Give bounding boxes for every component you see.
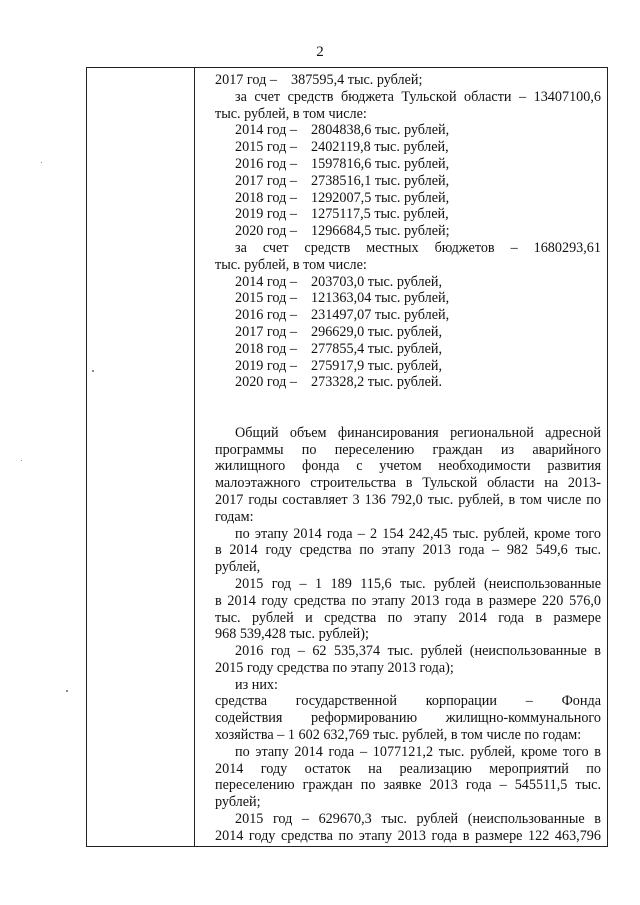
amount-value: 275917,9 тыс. рублей, — [311, 357, 443, 374]
funding-year-row — [215, 139, 601, 156]
amount-value: 1296684,5 тыс. рублей; — [311, 223, 450, 240]
funding-year-row — [215, 307, 601, 324]
year-label: 2017 год – — [235, 172, 297, 189]
text-line: малоэтажного строительства в Тульской области на 2013- — [215, 475, 601, 492]
year-label: 2018 год – — [235, 189, 297, 206]
text-line: тыс. рублей и средства по этапу 2014 года в размере — [215, 609, 601, 626]
year-label: 2019 год – — [235, 206, 297, 223]
paragraph-spacer — [215, 391, 601, 408]
scan-speck — [21, 460, 22, 461]
text-line: содействия реформированию жилищно-коммунального — [215, 710, 601, 727]
funding-year-row — [215, 358, 601, 375]
year-label: 2016 год – — [235, 307, 297, 324]
funding-year-row — [215, 274, 601, 291]
amount-value: 2402119,8 тыс. рублей, — [311, 139, 449, 156]
funding-line-2017 — [215, 72, 601, 89]
funding-year-row — [215, 190, 601, 207]
local-budget-intro-cont: тыс. рублей, в том числе: — [215, 256, 367, 273]
year-label: 2014 год – — [235, 273, 297, 290]
text-line: 2015 году средства по этапу 2013 года); — [215, 659, 454, 676]
text-line: годам: — [215, 508, 254, 525]
text-line: рублей; — [215, 794, 261, 811]
year-label: 2015 год – — [235, 290, 297, 307]
text-line: хозяйства – 1 602 632,769 тыс. рублей, в том числе по годам: — [215, 727, 582, 744]
text-line: рублей, — [215, 559, 261, 576]
text-line: в 2014 году средства по этапу 2013 года в размере 220 576,0 — [215, 592, 601, 609]
year-label: 2017 год – — [215, 72, 277, 88]
text-line: 2015 год – 629670,3 тыс. рублей (неиспользованные в — [235, 811, 601, 828]
text-line: 2017 годы составляет 3 136 792,0 тыс. рублей, в том числе по — [215, 491, 601, 508]
year-label: 2014 год – — [235, 122, 297, 139]
table-left-column — [87, 68, 195, 846]
scan-speck — [66, 690, 68, 692]
amount-value: 2738516,1 тыс. рублей, — [311, 172, 450, 189]
page-number: 2 — [316, 44, 324, 60]
text-line: 2015 год – 1 189 115,6 тыс. рублей (неиспользованные — [235, 575, 601, 592]
amount-value: 121363,04 тыс. рублей, — [311, 290, 450, 307]
funding-year-row — [215, 341, 601, 358]
text-line: Общий объем финансирования региональной адресной — [235, 424, 601, 441]
scan-speck — [92, 370, 94, 372]
amount-value: 231497,07 тыс. рублей, — [311, 307, 450, 324]
amount-value: 273328,2 тыс. рублей. — [311, 374, 443, 391]
scan-speck — [41, 162, 42, 163]
year-label: 2019 год – — [235, 357, 297, 374]
funding-year-row — [215, 223, 601, 240]
year-label: 2015 год – — [235, 139, 297, 156]
local-budget-intro: за счет средств местных бюджетов – 1680293,61 — [235, 239, 601, 256]
year-label: 2020 год – — [235, 374, 297, 391]
text-line: из них: — [235, 676, 278, 693]
regional-budget-years — [215, 122, 601, 240]
amount-value: 1275117,5 тыс. рублей, — [311, 206, 449, 223]
financing-paragraphs — [215, 425, 601, 845]
amount-value: 296629,0 тыс. рублей, — [311, 323, 443, 340]
regional-budget-intro-cont: тыс. рублей, в том числе: — [215, 105, 367, 122]
text-line: средства государственной корпорации – Фонда — [215, 693, 601, 710]
funding-year-row — [215, 206, 601, 223]
year-label: 2020 год – — [235, 223, 297, 240]
text-line: 2016 год – 62 535,374 тыс. рублей (неиспользованные в — [235, 643, 601, 660]
local-budget-years — [215, 274, 601, 392]
funding-year-row — [215, 324, 601, 341]
text-line: 2014 году средства по этапу 2013 года в размере 122 463,796 — [215, 827, 601, 844]
text-line: в 2014 году средства по этапу 2013 года – 982 549,6 тыс. — [215, 542, 601, 559]
text-line: 968 539,428 тыс. рублей); — [215, 626, 369, 643]
funding-year-row — [215, 156, 601, 173]
text-line: 2014 году остаток на реализацию мероприятий по — [215, 760, 601, 777]
text-line: переселению граждан по заявке 2013 года – 545511,5 тыс. — [215, 777, 601, 794]
text-line: программы по переселению граждан из аварийного — [215, 441, 601, 458]
regional-budget-intro: за счет средств бюджета Тульской области – 13407100,6 — [235, 88, 601, 105]
funding-year-row — [215, 122, 601, 139]
amount-value: 1597816,6 тыс. рублей, — [311, 155, 450, 172]
table-right-column — [195, 68, 607, 846]
amount-value: 1292007,5 тыс. рублей, — [311, 189, 450, 206]
text-line: жилищного фонда с учетом необходимости развития — [215, 458, 601, 475]
year-label: 2017 год – — [235, 323, 297, 340]
document-table — [86, 67, 608, 847]
amount-value: 203703,0 тыс. рублей, — [311, 273, 443, 290]
amount-value: 387595,4 тыс. рублей; — [291, 72, 423, 88]
text-line: по этапу 2014 года – 1077121,2 тыс. рублей, кроме того в — [235, 743, 601, 760]
funding-year-row — [215, 374, 601, 391]
paragraph-spacer — [215, 408, 601, 425]
text-line: по этапу 2014 года – 2 154 242,45 тыс. рублей, кроме того — [235, 525, 601, 542]
amount-value: 277855,4 тыс. рублей, — [311, 340, 443, 357]
funding-year-row — [215, 290, 601, 307]
year-label: 2016 год – — [235, 155, 297, 172]
funding-year-row — [215, 173, 601, 190]
year-label: 2018 год – — [235, 340, 297, 357]
amount-value: 2804838,6 тыс. рублей, — [311, 122, 450, 139]
